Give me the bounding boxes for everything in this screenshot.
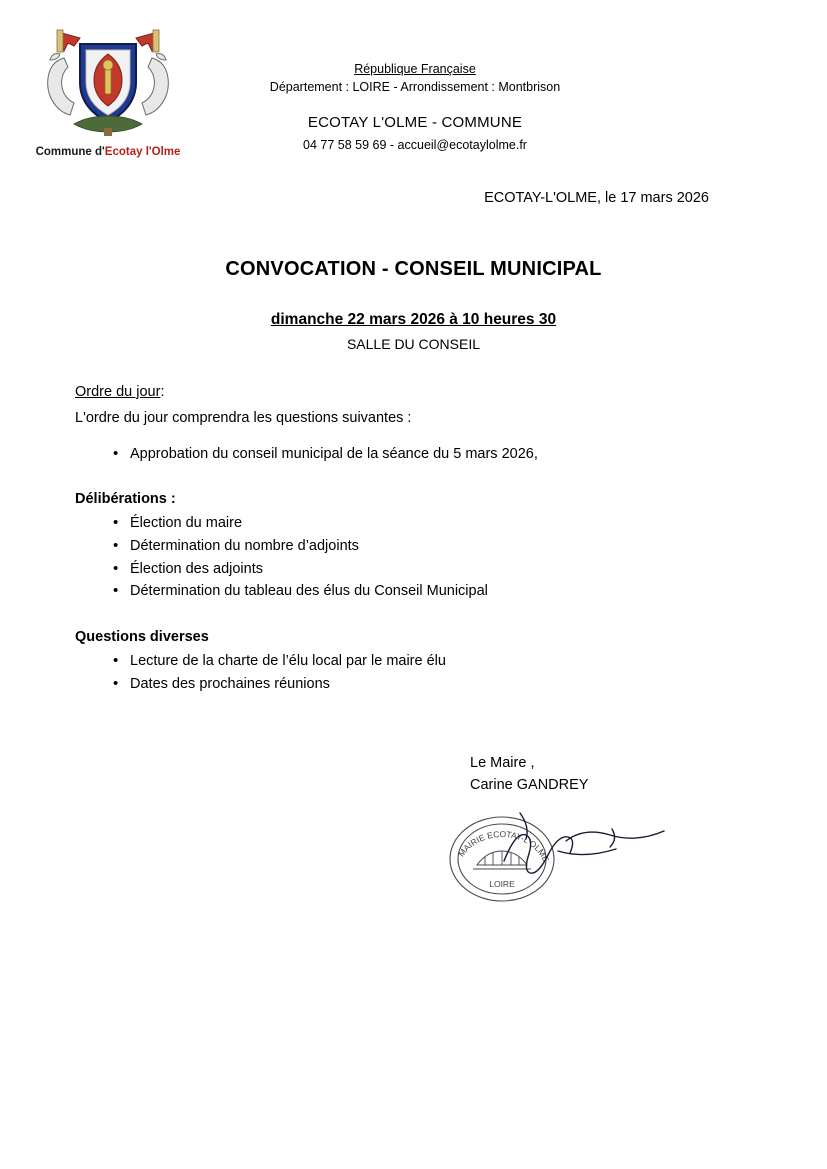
crest-caption-name: Ecotay l'Olme [104,146,181,158]
signature-name: Carine GANDREY [470,777,589,793]
page-title: CONVOCATION - CONSEIL MUNICIPAL [225,258,602,280]
meeting-datetime: dimanche 22 mars 2026 à 10 heures 30 [270,311,557,328]
list-item: • Détermination du tableau des élus du Conseil Municipal [75,581,709,603]
list-item: • Dates des prochaines réunions [75,674,709,696]
document-body [75,382,709,695]
list-item: • Élection du maire [75,513,709,535]
section-list [75,513,709,603]
republic-line: République Française [354,62,476,76]
administration-block [215,60,615,154]
handwritten-signature [500,807,670,887]
svg-text:MAIRIE ECOTAY-L'OLME: MAIRIE ECOTAY-L'OLME [456,828,552,864]
agenda-label: Ordre du jour [75,384,161,400]
list-item: • Approbation du conseil municipal de la séance du 5 mars 2026, [75,444,709,466]
agenda-first-list [75,444,709,466]
svg-text:LOIRE: LOIRE [489,878,515,889]
coat-of-arms-icon [34,24,182,144]
section-list [75,651,709,696]
agenda-heading [75,382,709,404]
department-line: Département : LOIRE - Arrondissement : Montbrison [269,80,561,95]
section-questions-diverses [75,627,709,695]
list-item: • Détermination du nombre d’adjoints [75,536,709,558]
meeting-location: SALLE DU CONSEIL [346,336,481,352]
contact-line: 04 77 58 59 69 - accueil@ecotaylolme.fr [303,138,527,152]
section-heading: Délibérations : [75,491,176,508]
agenda-intro: L'ordre du jour comprendra les questions suivantes : [75,409,412,426]
list-item: • Élection des adjoints [75,559,709,581]
document-header [0,0,827,206]
section-deliberations [75,489,709,603]
crest-caption-prefix: Commune d' [35,146,105,158]
commune-crest-block [28,24,188,158]
list-item: • Lecture de la charte de l’élu local par le maire élu [75,651,709,673]
signature-block [0,753,827,797]
place-date: ECOTAY-L'OLME, le 17 mars 2026 [484,190,709,206]
signature-role: Le Maire , [470,755,535,772]
commune-title: ECOTAY L'OLME - COMMUNE [307,114,523,132]
section-heading: Questions diverses [75,629,209,645]
stamp-area [0,807,827,937]
crest-caption [28,146,188,158]
agenda-label-colon: : [160,384,165,400]
